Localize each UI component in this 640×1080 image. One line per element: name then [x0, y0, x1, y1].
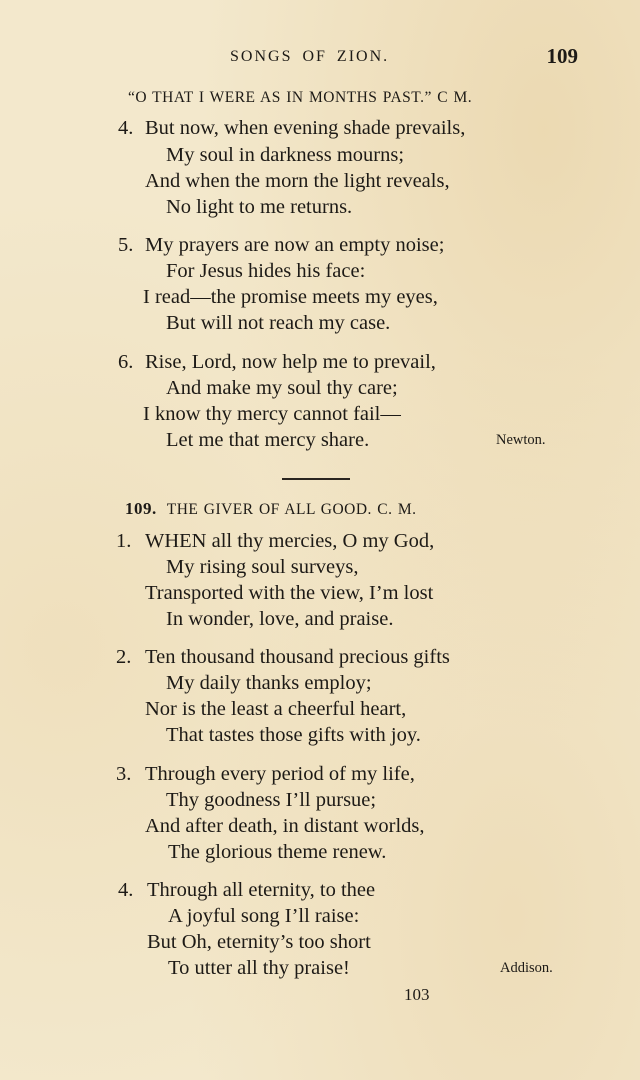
verse-line: And after death, in distant worlds,	[145, 815, 425, 837]
verse-line: The glorious theme renew.	[168, 841, 387, 863]
verse-line: Through every period of my life,	[145, 763, 415, 785]
verse-line: Nor is the least a cheerful heart,	[145, 698, 407, 720]
hymn-title-text: THE GIVER OF ALL GOOD. C. M.	[166, 501, 417, 518]
verse-line: My prayers are now an empty noise;	[145, 234, 445, 256]
verse-line: But Oh, eternity’s too short	[147, 931, 371, 953]
verse-line: That tastes those gifts with joy.	[166, 724, 421, 746]
verse-line: My daily thanks employ;	[166, 672, 372, 694]
verse-line: But now, when evening shade prevails,	[145, 117, 466, 139]
verse-line: And when the morn the light reveals,	[145, 170, 450, 192]
verse-line: My rising soul surveys,	[166, 556, 359, 578]
hymn-title-109	[125, 499, 417, 519]
page-number-bottom: 103	[404, 985, 430, 1004]
stanza-number: 4.	[118, 879, 134, 901]
verse-line: But will not reach my case.	[166, 312, 391, 334]
stanza-number: 5.	[118, 234, 134, 256]
verse-line: Thy goodness I’ll pursue;	[166, 789, 377, 811]
verse-line: To utter all thy praise!	[168, 957, 350, 979]
stanza-number: 2.	[116, 646, 132, 668]
stanza-number: 1.	[116, 530, 132, 552]
author-attribution: Addison.	[500, 960, 553, 976]
stanza-number: 6.	[118, 351, 134, 373]
running-head: SONGS OF ZION.	[230, 48, 390, 65]
verse-line: For Jesus hides his face:	[166, 260, 366, 282]
stanza-number: 3.	[116, 763, 132, 785]
verse-line: Ten thousand thousand precious gifts	[145, 646, 450, 668]
verse-line: WHEN all thy mercies, O my God,	[145, 530, 435, 552]
hymn-number: 109.	[125, 499, 157, 518]
verse-line: I read—the promise meets my eyes,	[143, 286, 438, 308]
verse-line: And make my soul thy care;	[166, 377, 398, 399]
verse-line: Transported with the view, I’m lost	[145, 582, 434, 604]
section-divider	[282, 478, 350, 480]
verse-line: Rise, Lord, now help me to prevail,	[145, 351, 436, 373]
page-header	[0, 44, 640, 72]
verse-line: Let me that mercy share.	[166, 429, 370, 451]
stanza-number: 4.	[118, 117, 134, 139]
verse-line: In wonder, love, and praise.	[166, 608, 394, 630]
verse-line: A joyful song I’ll raise:	[168, 905, 360, 927]
author-attribution: Newton.	[496, 432, 546, 448]
verse-line: No light to me returns.	[166, 196, 353, 218]
verse-line: My soul in darkness mourns;	[166, 144, 405, 166]
verse-line: I know thy mercy cannot fail—	[143, 403, 401, 425]
hymn-title-previous: “O THAT I WERE AS IN MONTHS PAST.” C M.	[128, 89, 473, 106]
page-number-top: 109	[546, 44, 578, 68]
verse-line: Through all eternity, to thee	[147, 879, 376, 901]
